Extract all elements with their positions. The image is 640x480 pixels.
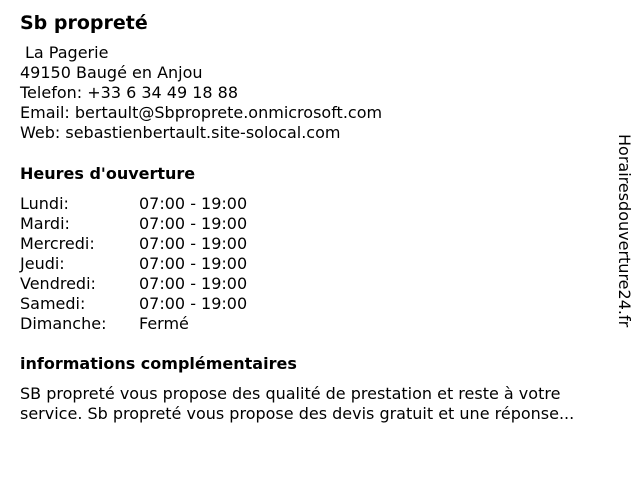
- website-line: Web: sebastienbertault.site-solocal.com: [20, 123, 341, 142]
- hours-value: 07:00 - 19:00: [139, 194, 248, 213]
- additional-info-heading: informations complémentaires: [20, 354, 297, 373]
- street-address: La Pagerie: [25, 43, 109, 62]
- day-label: Dimanche:: [20, 314, 107, 333]
- phone-line: Telefon: +33 6 34 49 18 88: [20, 83, 239, 102]
- hours-value: 07:00 - 19:00: [139, 234, 248, 253]
- info-text-line: service. Sb propreté vous propose des devis gratuit et une réponse...: [20, 404, 575, 423]
- city-line: 49150 Baugé en Anjou: [20, 63, 203, 82]
- info-text-line: SB propreté vous propose des qualité de prestation et reste à votre: [20, 384, 561, 403]
- business-name: Sb propreté: [20, 12, 148, 34]
- site-brand-watermark: Horairesdouverture24.fr: [615, 134, 634, 328]
- opening-hours-heading: Heures d'ouverture: [20, 164, 196, 183]
- email-line: Email: bertault@Sbproprete.onmicrosoft.com: [20, 103, 383, 122]
- hours-value: 07:00 - 19:00: [139, 274, 248, 293]
- hours-value: 07:00 - 19:00: [139, 214, 248, 233]
- additional-info-text: [20, 384, 630, 424]
- day-label: Vendredi:: [20, 274, 96, 293]
- day-label: Lundi:: [20, 194, 69, 213]
- contact-block: [20, 43, 382, 143]
- hours-value: Fermé: [139, 314, 189, 333]
- hours-value: 07:00 - 19:00: [139, 254, 248, 273]
- day-label: Jeudi:: [20, 254, 65, 273]
- day-label: Samedi:: [20, 294, 86, 313]
- day-label: Mercredi:: [20, 234, 95, 253]
- hours-value: 07:00 - 19:00: [139, 294, 248, 313]
- day-label: Mardi:: [20, 214, 70, 233]
